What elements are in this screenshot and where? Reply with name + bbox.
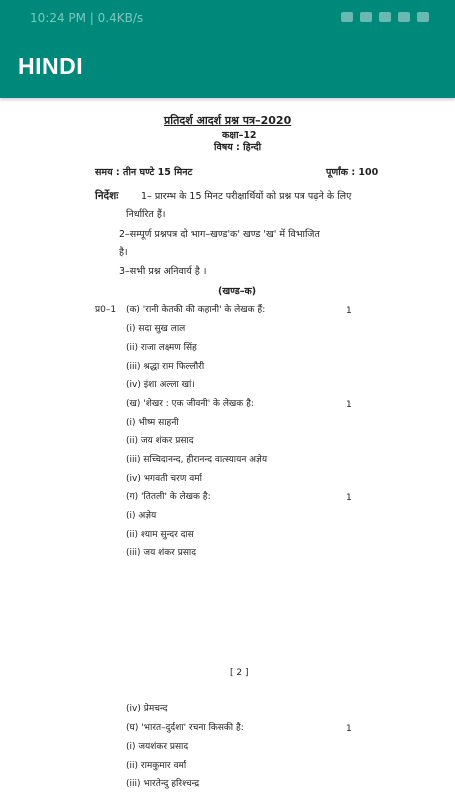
option-1a-iv: (iv) इंशा अल्ला खां।: [126, 380, 195, 390]
question-1-label: प्र0–1: [95, 305, 117, 315]
wifi-icon: [398, 12, 410, 22]
question-1b: (ख) 'शेखर : एक जीवनी' के लेखक है:: [126, 399, 254, 409]
question-1c-marks: 1: [346, 493, 352, 503]
instruction-2a: 2–सम्पूर्ण प्रश्नपत्र दो भाग–खण्ड'क' खण्ड 'ख' में विभाजित: [119, 229, 320, 240]
question-1a: (क) 'रानी केतकी की कहानी' के लेखक हैं:: [126, 305, 266, 315]
option-1d-i: (i) जयशंकर प्रसाद: [126, 742, 189, 752]
option-1b-iv: (iv) भगवती चरण वर्मा: [126, 474, 202, 484]
option-1d-ii: (ii) रामकुमार वर्मा: [126, 761, 187, 771]
signal-icon: [379, 12, 391, 22]
status-icons: [341, 12, 429, 22]
option-1a-iii: (iii) श्रद्धा राम फिल्लौरी: [126, 362, 205, 372]
option-1c-i: (i) अज्ञेय: [126, 511, 157, 521]
question-1c: (ग) 'तितली' के लेखक है:: [126, 492, 211, 502]
page-number: [ 2 ]: [230, 668, 249, 678]
option-1d-iii: (iii) भारतेन्दु हरिश्चन्द्र: [126, 779, 200, 789]
option-1b-i: (i) भीष्म साहनी: [126, 418, 179, 428]
paper-subject: विषय : हिन्दी: [214, 142, 262, 153]
paper-marks: पूर्णांक : 100: [326, 167, 379, 178]
option-1c-iv: (iv) प्रेमचन्द: [126, 704, 168, 714]
question-1d-marks: 1: [346, 724, 352, 734]
option-1a-i: (i) सदा सुख लाल: [126, 324, 186, 334]
instruction-2b: है।: [119, 247, 128, 258]
option-1c-iii: (iii) जय शंकर प्रसाद: [126, 548, 197, 558]
app-title: HINDI: [18, 53, 84, 79]
status-bar: [0, 0, 455, 34]
app-bar: [0, 34, 455, 98]
instruction-3: 3–सभी प्रश्न अनिवार्य है ।: [119, 266, 207, 277]
paper-time: समय : तीन घण्टे 15 मिनट: [95, 167, 193, 178]
battery-saver-icon: [360, 12, 372, 22]
option-1c-ii: (ii) श्याम सुन्दर दास: [126, 530, 194, 540]
instruction-1b: निर्धारित हैं।: [126, 209, 166, 220]
question-1d: (घ) 'भारत–दुर्दशा' रचना किसकी है:: [126, 723, 244, 733]
instruction-1a: 1– प्रारम्भ के 15 मिनट परीक्षार्थियों को प्रश्न पत्र पढ़ने के लिए: [141, 191, 352, 202]
instructions-label: निर्देशः: [95, 190, 119, 202]
option-1b-ii: (ii) जय शंकर प्रसाद: [126, 436, 194, 446]
alarm-icon: [341, 12, 353, 22]
question-1a-marks: 1: [346, 306, 352, 316]
document-page[interactable]: [0, 98, 455, 800]
option-1a-ii: (ii) राजा लक्ष्मण सिंह: [126, 343, 197, 353]
paper-title: प्रतिदर्श आदर्श प्रश्न पत्र–2020: [164, 114, 292, 127]
status-time: 10:24 PM | 0.4KB/s: [30, 11, 144, 25]
section-a-heading: (खण्ड–क): [218, 286, 257, 297]
battery-icon: [417, 12, 429, 22]
question-1b-marks: 1: [346, 400, 352, 410]
paper-class: कक्षा–12: [222, 130, 257, 141]
option-1b-iii: (iii) सच्चिदानन्द, हीरानन्द वात्स्यायन अज्ञेय: [126, 455, 268, 465]
